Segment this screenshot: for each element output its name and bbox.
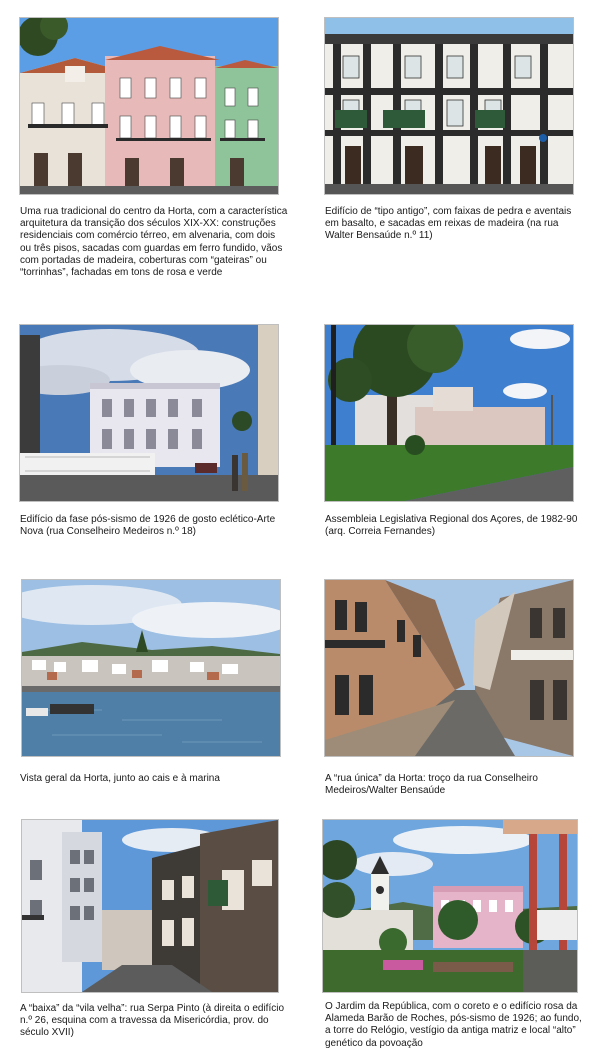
figure-caption: Edifício da fase pós-sismo de 1926 de gosto eclético-Arte Nova (rua Conselheiro Medeiros n.º 18): [20, 514, 276, 538]
photo-rua-unica: [325, 580, 573, 756]
photo-rua-serpa-pinto: [22, 820, 278, 992]
figure-caption: O Jardim da República, com o coreto e o edifício rosa da Alameda Barão de Roches, pós-sismo de 1926; ao fundo, a torre do Relógio, vestígio da antiga matriz e local “alto” genético da povoação: [325, 1001, 582, 1049]
photo-traditional-street: [20, 18, 278, 194]
figure-caption: Vista geral da Horta, junto ao cais e à marina: [20, 773, 220, 784]
figure-caption: A “rua única” da Horta: troço da rua Conselheiro Medeiros/Walter Bensaúde: [325, 773, 538, 797]
figure-caption: Assembleia Legislativa Regional dos Açores, de 1982-90 (arq. Correia Fernandes): [325, 514, 578, 538]
photo-jardim-republica: [323, 820, 577, 992]
figure-caption: Uma rua tradicional do centro da Horta, com a característica arquitetura da transição dos séculos XIX-XX: construções residenciais com comércio térreo, em alvenaria, com dois ou três pisos, sacadas com guardas em ferro fundido, vãos com portadas de madeira, coberturas com “gateiras” ou “torrinhas”, fachadas em tons de rosa e verde: [20, 206, 288, 279]
photo-legislative-assembly: [325, 325, 573, 501]
photo-horta-waterfront: [22, 580, 280, 756]
figure-caption: A “baixa” da “vila velha”: rua Serpa Pinto (à direita o edifício n.º 26, esquina com a travessa da Misericórdia, prov. do século XVII): [20, 1003, 285, 1039]
figure-caption: Edifício de “tipo antigo”, com faixas de pedra e aventais em basalto, e sacadas em reixas de madeira (na rua Walter Bensaúde n.º 11): [325, 206, 572, 242]
photo-old-type-building: [325, 18, 573, 194]
photo-art-nouveau-building: [20, 325, 278, 501]
